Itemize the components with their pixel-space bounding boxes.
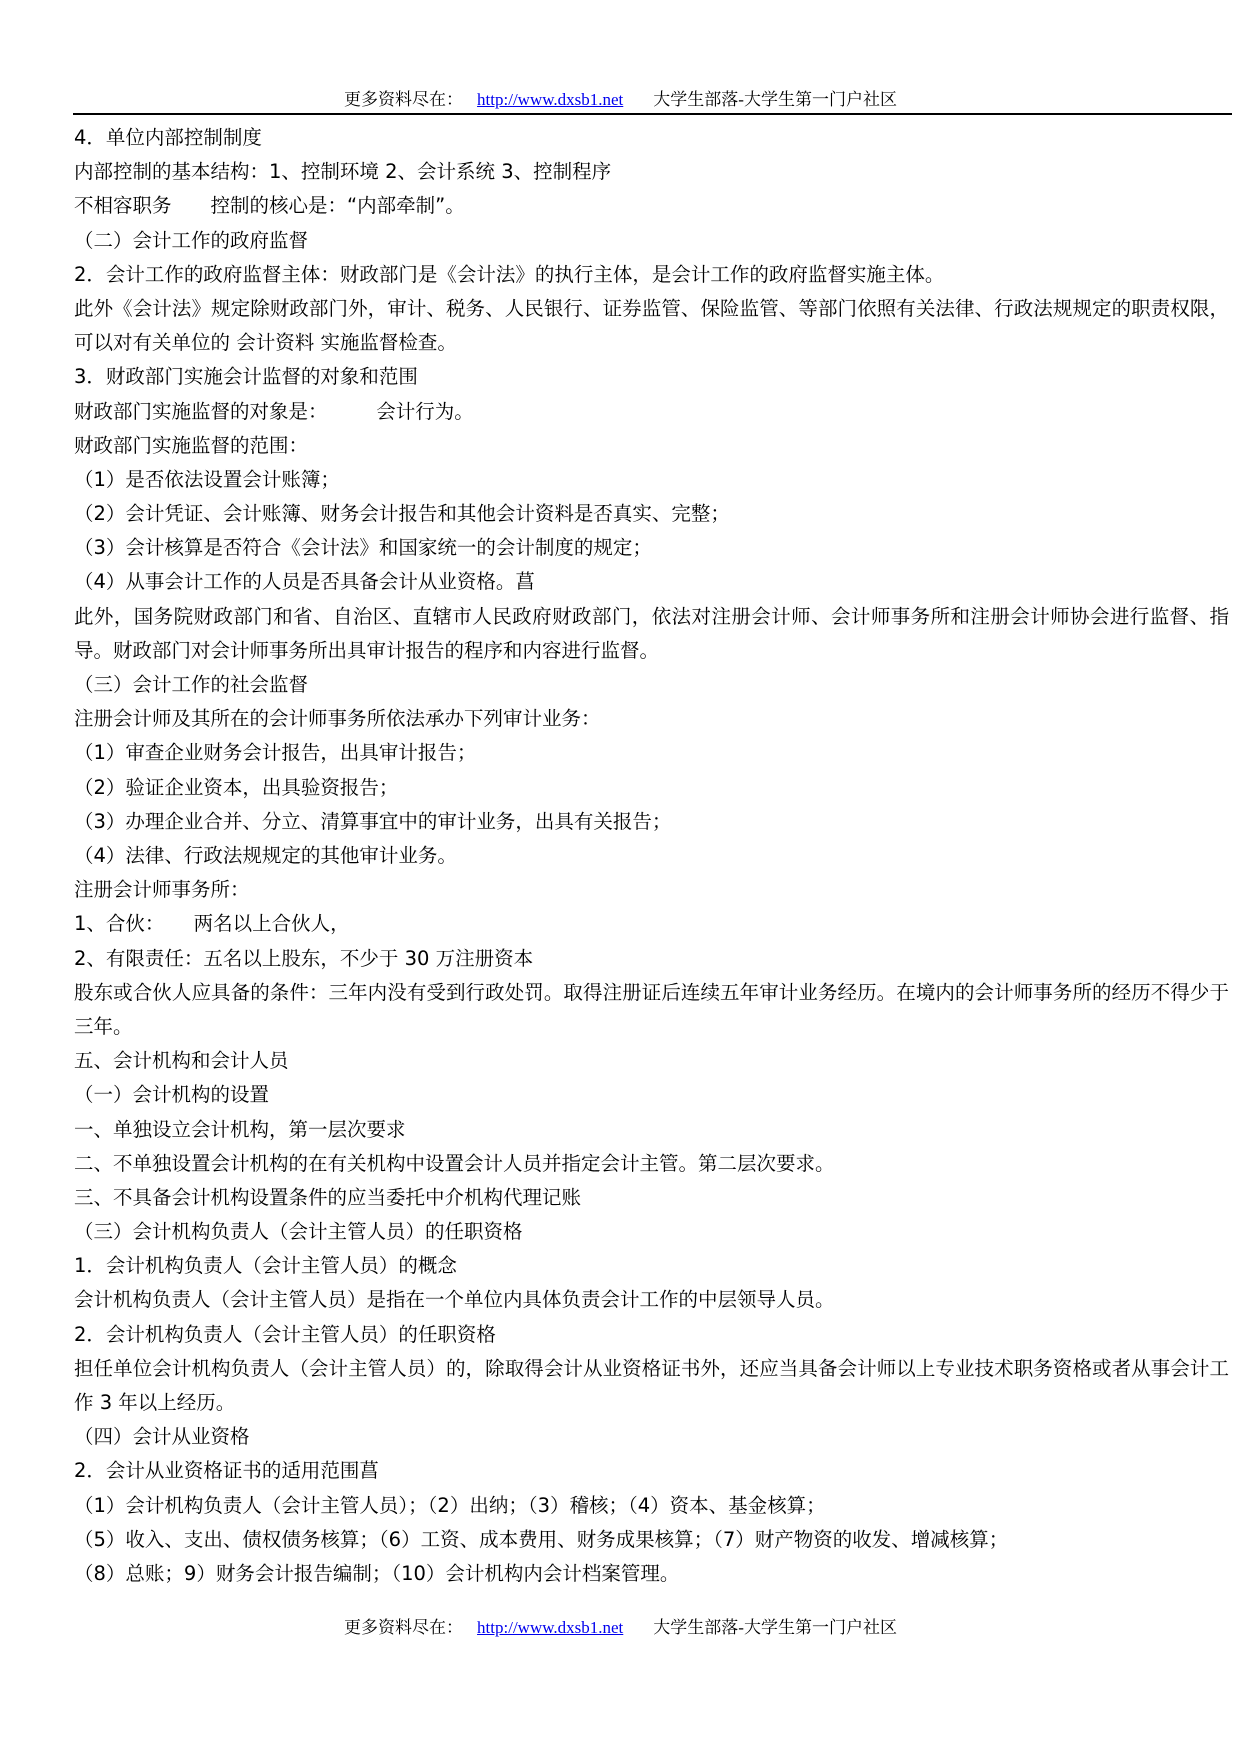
section-heading: （三）会计工作的社会监督 [74,673,309,697]
header-link[interactable]: http://www.dxsb1.net [477,90,624,109]
section-heading: （四）会计从业资格 [74,1425,250,1449]
page-footer [0,1617,1241,1639]
footer-prefix: 更多资料尽在： [344,1618,464,1637]
paragraph: 此外，国务院财政部门和省、自治区、直辖市人民政府财政部门，依法对注册会计师、会计师事务所和注册会计师协会进行监督、指导。财政部门对会计师事务所出具审计报告的程序和内容进行监督。 [74,604,1229,662]
text-line: 不相容职务 控制的核心是：“内部牵制”。 [74,194,465,218]
list-item: （4）法律、行政法规规定的其他审计业务。 [74,844,457,867]
list-item: 三、不具备会计机构设置条件的应当委托中介机构代理记账 [74,1185,582,1209]
list-item: （2）会计凭证、会计账簿、财务会计报告和其他会计资料是否真实、完整； [74,502,730,526]
text-line: 财政部门实施监督的对象是： 会计行为。 [74,399,474,423]
heading-internal-control: 4．单位内部控制制度 [74,126,262,149]
header-prefix: 更多资料尽在： [344,90,464,109]
chapter-heading: 五、会计机构和会计人员 [74,1049,289,1073]
list-item: （2）验证企业资本，出具验资报告； [74,775,399,799]
document-body [74,121,1229,1591]
paragraph: 此外《会计法》规定除财政部门外，审计、税务、人民银行、证券监管、保险监管、等部门依照有关法律、行政法规规定的职责权限，可以对有关单位的 会计资料 实施监督检查。 [74,296,1229,355]
section-heading: （一）会计机构的设置 [74,1083,270,1107]
list-item: 一、单独设立会计机构，第一层次要求 [74,1117,406,1141]
header-rule [73,113,1232,115]
text-line: 内部控制的基本结构：1、控制环境 2、会计系统 3、控制程序 [74,160,612,184]
list-item: （1）审查企业财务会计报告，出具审计报告； [74,741,477,765]
footer-link[interactable]: http://www.dxsb1.net [477,1618,624,1637]
text-line: 2．会计工作的政府监督主体：财政部门是《会计法》的执行主体，是会计工作的政府监督实施主体。 [74,262,945,286]
paragraph: 股东或合伙人应具备的条件：三年内没有受到行政处罚。取得注册证后连续五年审计业务经历。在境内的会计师事务所的经历不得少于三年。 [74,980,1229,1038]
list-item: 二、不单独设置会计机构的在有关机构中设置会计人员并指定会计主管。第二层次要求。 [74,1151,835,1175]
page-header [0,89,1241,111]
list-item: （1）是否依法设置会计账簿； [74,467,340,491]
text-line: 注册会计师事务所： [74,878,250,902]
header-site-name: 大学生部落-大学生第一门户社区 [653,90,897,109]
list-item: （3）会计核算是否符合《会计法》和国家统一的会计制度的规定； [74,536,652,560]
list-item: （3）办理企业合并、分立、清算事宜中的审计业务，出具有关报告； [74,809,672,833]
list-item: 1、合伙： 两名以上合伙人， [74,912,350,936]
paragraph: 担任单位会计机构负责人（会计主管人员）的，除取得会计从业资格证书外，还应当具备会计师以上专业技术职务资格或者从事会计工作 3 年以上经历。 [74,1356,1229,1415]
list-item: （4）从事会计工作的人员是否具备会计从业资格。菖 [74,570,535,594]
footer-site-name: 大学生部落-大学生第一门户社区 [653,1618,897,1637]
section-heading: （二）会计工作的政府监督 [74,228,309,252]
sub-heading: 1．会计机构负责人（会计主管人员）的概念 [74,1254,457,1278]
list-item: 2、有限责任：五名以上股东，不少于 30 万注册资本 [74,946,534,970]
list-item: （5）收入、支出、债权债务核算；（6）工资、成本费用、财务成果核算；（7）财产物资的收发、增减核算； [74,1527,1009,1551]
section-heading: 3．财政部门实施会计监督的对象和范围 [74,365,418,389]
list-item: （1）会计机构负责人（会计主管人员）；（2）出纳；（3）稽核；（4）资本、基金核算； [74,1493,826,1517]
list-item: （8）总账；9）财务会计报告编制；（10）会计机构内会计档案管理。 [74,1562,680,1585]
text-line: 会计机构负责人（会计主管人员）是指在一个单位内具体负责会计工作的中层领导人员。 [74,1288,835,1312]
text-line: 注册会计师及其所在的会计师事务所依法承办下列审计业务： [74,707,601,731]
section-heading: （三）会计机构负责人（会计主管人员）的任职资格 [74,1220,523,1244]
sub-heading: 2．会计从业资格证书的适用范围菖 [74,1459,379,1483]
sub-heading: 2．会计机构负责人（会计主管人员）的任职资格 [74,1322,496,1346]
text-line: 财政部门实施监督的范围： [74,433,309,457]
